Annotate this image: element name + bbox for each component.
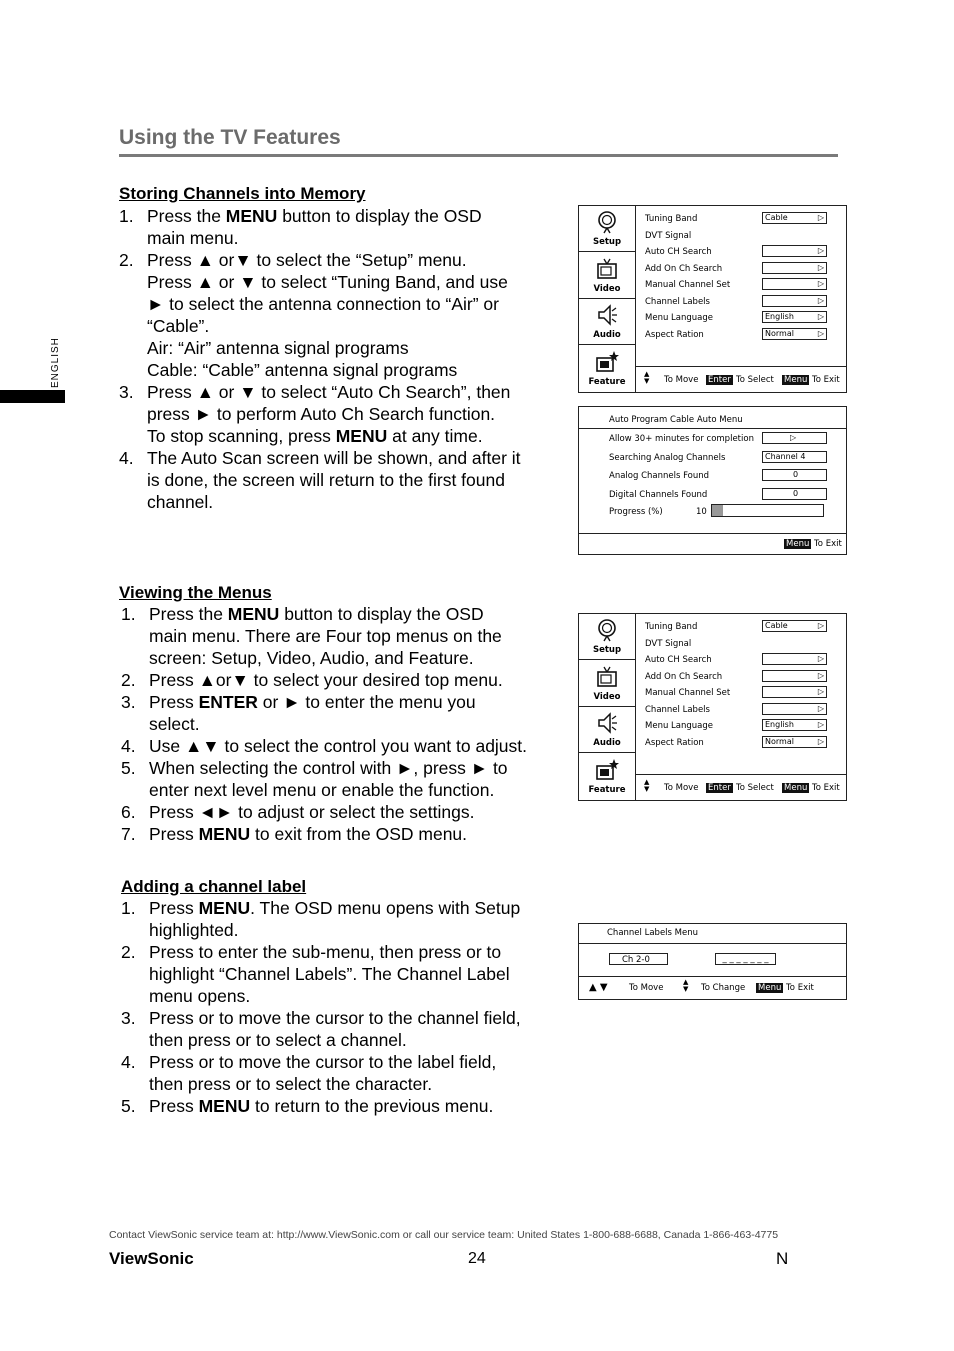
- step-text: [147, 448, 521, 512]
- osd-tab-setup[interactable]: [579, 206, 635, 252]
- step-item: [121, 1095, 571, 1117]
- step-text-part: Press ▲ or▼ to select the “Setup” menu. Press ▲ or ▼ to select “Tuning Band, and use ► to select the antenna connection to “Air” or “Cable”. Air: “Air” antenna signal programs Cable: “Cable” antenna signal programs: [147, 250, 508, 380]
- step-text-part: Use ▲▼ to select the control you want to adjust.: [149, 736, 528, 756]
- step-item: [121, 1051, 571, 1095]
- step-number: 4.: [119, 448, 134, 468]
- step-item: [121, 801, 571, 823]
- osd-row-label: Channel Labels: [645, 296, 710, 307]
- arrow-right-icon: ▷: [817, 328, 824, 338]
- progress-label: Progress (%): [609, 507, 663, 517]
- steps-viewing: [121, 603, 571, 845]
- section-heading-viewing: Viewing the Menus: [119, 583, 272, 602]
- step-number: 3.: [119, 382, 134, 402]
- step-text-part: Press or to move the cursor to the channel field, then press or to select a channel.: [149, 1008, 521, 1050]
- select-hint: To Select: [736, 783, 774, 793]
- osd-auto-row-label: Searching Analog Channels: [609, 452, 726, 463]
- step-number: 1.: [121, 898, 136, 918]
- step-number: 1.: [119, 206, 134, 226]
- step-text-part: Press: [149, 1096, 199, 1116]
- speaker-icon: [595, 303, 619, 327]
- step-number: 6.: [121, 802, 136, 822]
- step-text: [147, 250, 508, 380]
- osd-row-value[interactable]: [762, 262, 827, 274]
- step-text-part: or ► to enter the menu you select.: [149, 692, 476, 734]
- osd-row-value[interactable]: [762, 245, 827, 257]
- osd-auto-row-value: [762, 432, 827, 444]
- move-hint: To Move: [664, 375, 699, 385]
- move-hint: To Move: [664, 783, 699, 793]
- steps-storing: [119, 205, 569, 513]
- step-text-part: Press ◄► to adjust or select the settings.: [149, 802, 475, 822]
- step-number: 7.: [121, 824, 136, 844]
- osd-tab-label: Feature: [588, 784, 626, 795]
- language-label: ENGLISH: [50, 337, 61, 388]
- osd-row-label: Manual Channel Set: [645, 688, 731, 698]
- tv-star-icon: [595, 758, 619, 782]
- osd-tab-feature[interactable]: [579, 346, 635, 391]
- osd-row-value[interactable]: [762, 670, 827, 682]
- osd-value-text: English: [765, 720, 794, 729]
- page-number: 24: [468, 1250, 486, 1267]
- step-text: [149, 604, 502, 668]
- enter-key: Enter: [708, 375, 731, 385]
- step-text: [149, 1096, 493, 1116]
- osd-tab-column: [579, 206, 636, 392]
- exit-hint: To Exit: [786, 983, 814, 993]
- step-keyword: MENU: [335, 426, 388, 446]
- step-text-part: to return to the previous menu.: [250, 1096, 494, 1116]
- osd-divider: [579, 976, 846, 977]
- step-item: [121, 823, 571, 845]
- step-item: [119, 249, 569, 381]
- osd-tab-label: Audio: [593, 738, 621, 748]
- step-item: [119, 381, 569, 447]
- step-number: 2.: [121, 670, 136, 690]
- osd-channel-labels-menu: [578, 923, 847, 1000]
- arrow-right-icon: ▷: [817, 295, 824, 305]
- step-number: 4.: [121, 1052, 136, 1072]
- step-number: 5.: [121, 1096, 136, 1116]
- osd-row-label: Add On Ch Search: [645, 263, 723, 274]
- label-field[interactable]: _ _ _ _ _ _ _: [715, 953, 776, 965]
- osd-row-value[interactable]: [762, 719, 827, 731]
- step-text-part: Press: [149, 824, 199, 844]
- step-text: [149, 802, 474, 822]
- up-down-arrows-icon: ▲ ▼: [644, 778, 650, 793]
- step-keyword: MENU: [198, 824, 251, 844]
- satellite-dish-icon: [595, 618, 619, 642]
- osd-value-text: 0: [792, 470, 799, 479]
- osd-tab-video[interactable]: [579, 253, 635, 299]
- step-item: [121, 669, 571, 691]
- move-hint: To Move: [629, 983, 664, 993]
- menu-key: Menu: [784, 783, 808, 793]
- step-item: [121, 757, 571, 801]
- step-text-part: to exit from the OSD menu.: [250, 824, 468, 844]
- osd-row-value[interactable]: [762, 295, 827, 307]
- osd-row-value[interactable]: [762, 686, 827, 698]
- language-side-tab: [48, 332, 68, 392]
- step-keyword: MENU: [198, 898, 251, 918]
- osd-row-value[interactable]: [762, 328, 827, 340]
- osd-row-label: Aspect Ration: [645, 737, 704, 748]
- step-number: 5.: [121, 758, 136, 778]
- exit-hint: To Exit: [812, 783, 840, 793]
- arrow-right-icon: ▷: [790, 433, 797, 442]
- step-text-part: Press ▲or▼ to select your desired top menu.: [149, 670, 503, 690]
- exit-hint: To Exit: [812, 375, 840, 385]
- exit-hint: To Exit: [814, 539, 842, 549]
- osd-row-value[interactable]: [762, 620, 827, 632]
- step-text-part: Press: [149, 898, 199, 918]
- step-item: [121, 735, 571, 757]
- osd-tab-setup[interactable]: [579, 614, 635, 660]
- channel-field[interactable]: Ch 2-0: [609, 953, 668, 965]
- step-text: [147, 206, 482, 248]
- osd-tab-audio[interactable]: [579, 707, 635, 753]
- step-text: [149, 692, 476, 734]
- step-item: [121, 897, 571, 941]
- osd-auto-row-value: [762, 469, 827, 481]
- arrow-right-icon: ▷: [817, 703, 824, 713]
- step-number: 3.: [121, 692, 136, 712]
- osd-value-text: Normal: [765, 736, 794, 746]
- arrow-right-icon: ▷: [817, 262, 824, 272]
- step-keyword: MENU: [225, 206, 278, 226]
- osd-auto-program-menu: [578, 406, 847, 555]
- side-tab-bar: [0, 390, 65, 403]
- osd-auto-row-value: [762, 488, 827, 500]
- arrow-right-icon: ▷: [817, 621, 824, 630]
- osd-tab-label: Setup: [592, 237, 622, 247]
- step-keyword: MENU: [227, 604, 280, 624]
- arrow-right-icon: ▷: [817, 213, 824, 222]
- step-text-part: Press to enter the sub-menu, then press or to highlight “Channel Labels”. The Channel Label menu opens.: [149, 942, 510, 1006]
- step-text-part: Press or to move the cursor to the label field, then press or to select the character.: [149, 1052, 497, 1094]
- step-text-part: at any time.: [387, 426, 483, 446]
- step-item: [119, 447, 569, 513]
- title-rule: [119, 154, 838, 157]
- step-item: [121, 603, 571, 669]
- osd-divider: [579, 533, 846, 534]
- osd-tab-label: Setup: [592, 645, 622, 655]
- page-letter: N: [776, 1249, 789, 1268]
- osd-row-label: DVT Signal: [645, 230, 692, 241]
- osd-row-label: Tuning Band: [645, 214, 698, 224]
- step-keyword: ENTER: [198, 692, 258, 712]
- step-text: [149, 898, 520, 940]
- arrow-right-icon: ▷: [817, 670, 824, 680]
- osd-labels-title: Channel Labels Menu: [607, 928, 698, 938]
- select-hint: To Select: [736, 375, 774, 385]
- osd-row-label: Auto CH Search: [645, 655, 712, 665]
- step-text: [149, 942, 510, 1006]
- step-text-part: button to display the OSD main menu. There are Four top menus on the screen: Setup, Video, Audio, and Feature.: [149, 604, 502, 668]
- osd-row-label: Channel Labels: [645, 704, 710, 715]
- step-text: [149, 1052, 496, 1094]
- satellite-dish-icon: [595, 210, 619, 234]
- menu-key: Menu: [786, 539, 810, 549]
- step-number: 2.: [119, 250, 134, 270]
- step-number: 4.: [121, 736, 136, 756]
- step-item: [121, 941, 571, 1007]
- osd-tab-label: Audio: [593, 330, 621, 340]
- step-text-part: Press: [149, 692, 199, 712]
- steps-label: [121, 897, 571, 1117]
- osd-value-text: English: [765, 312, 794, 321]
- up-down-arrows-icon: ▲ ▼: [644, 370, 650, 385]
- osd-setup-menu: [578, 613, 847, 801]
- osd-tab-feature[interactable]: [579, 754, 635, 799]
- step-number: 3.: [121, 1008, 136, 1028]
- osd-value-text: Cable: [765, 621, 788, 630]
- osd-tab-label: Video: [593, 691, 621, 702]
- step-item: [119, 205, 569, 249]
- up-down-arrows-icon: ▲ ▼: [589, 982, 608, 993]
- tv-icon: [595, 257, 619, 281]
- osd-auto-row-label: Digital Channels Found: [609, 489, 708, 500]
- osd-value-text: Cable: [765, 213, 788, 222]
- page-title: Using the TV Features: [119, 126, 341, 149]
- step-text: [149, 736, 527, 756]
- change-hint: To Change: [701, 983, 746, 993]
- step-text: [149, 824, 467, 844]
- osd-value-text: 0: [792, 488, 799, 498]
- tv-icon: [595, 665, 619, 689]
- osd-row-label: Menu Language: [645, 313, 713, 323]
- up-down-small-icon: ▲ ▼: [683, 978, 689, 993]
- osd-row-label: Tuning Band: [645, 622, 698, 632]
- osd-row-value[interactable]: [762, 653, 827, 665]
- step-text-part: The Auto Scan screen will be shown, and after it is done, the screen will return to the first found channel.: [147, 448, 521, 512]
- osd-auto-title: Auto Program Cable Auto Menu: [609, 415, 743, 425]
- menu-key: Menu: [758, 983, 782, 993]
- osd-auto-row-value: [762, 451, 827, 463]
- osd-tab-audio[interactable]: [579, 299, 635, 345]
- progress-bar: [711, 504, 824, 517]
- arrow-right-icon: ▷: [817, 687, 824, 696]
- arrow-right-icon: ▷: [817, 312, 824, 321]
- osd-row-label: Add On Ch Search: [645, 671, 723, 682]
- section-heading-storing: Storing Channels into Memory: [119, 184, 366, 203]
- step-text-part: When selecting the control with ►, press ► to enter next level menu or enable the function.: [149, 758, 508, 800]
- osd-tab-video[interactable]: [579, 661, 635, 707]
- step-text-part: Press ▲ or ▼ to select “Auto Ch Search”, then press ► to perform Auto Ch Search function. To stop scanning, press: [147, 382, 511, 446]
- osd-row-label: Menu Language: [645, 721, 713, 731]
- osd-value-text: Normal: [765, 328, 794, 338]
- enter-key: Enter: [708, 783, 731, 793]
- step-text-part: button to display the OSD main menu.: [147, 206, 482, 248]
- osd-row-value[interactable]: [762, 703, 827, 715]
- step-item: [121, 691, 571, 735]
- step-text: [149, 1008, 521, 1050]
- step-keyword: MENU: [198, 1096, 251, 1116]
- osd-row-value[interactable]: [762, 278, 827, 290]
- arrow-right-icon: ▷: [817, 720, 824, 729]
- step-text: [147, 382, 510, 446]
- osd-tab-label: Feature: [588, 376, 626, 387]
- osd-row-value[interactable]: [762, 311, 827, 323]
- arrow-right-icon: ▷: [817, 736, 824, 746]
- osd-divider: [579, 428, 846, 429]
- speaker-icon: [595, 711, 619, 735]
- osd-row-value[interactable]: [762, 212, 827, 224]
- osd-divider: [579, 943, 846, 944]
- step-item: [121, 1007, 571, 1051]
- brand-name: ViewSonic: [109, 1249, 194, 1268]
- osd-row-value[interactable]: [762, 736, 827, 748]
- step-text-part: . The OSD menu opens with Setup highlighted.: [149, 898, 521, 940]
- osd-tab-column: [579, 614, 636, 800]
- osd-auto-row-label: Allow 30+ minutes for completion: [609, 434, 754, 444]
- tv-star-icon: [595, 350, 619, 374]
- osd-footer: [636, 774, 846, 800]
- osd-tab-label: Video: [593, 283, 621, 294]
- osd-footer: [636, 366, 846, 392]
- osd-value-text: Channel 4: [765, 451, 806, 461]
- step-text-part: Press the: [149, 604, 228, 624]
- step-text: [149, 670, 503, 690]
- step-number: 1.: [121, 604, 136, 624]
- arrow-right-icon: ▷: [817, 246, 824, 255]
- osd-row-label: Manual Channel Set: [645, 280, 731, 290]
- arrow-right-icon: ▷: [817, 654, 824, 663]
- step-text-part: Press the: [147, 206, 226, 226]
- progress-value: 10: [696, 507, 707, 517]
- osd-auto-row-label: Analog Channels Found: [609, 471, 710, 481]
- step-text: [149, 758, 508, 800]
- osd-row-label: DVT Signal: [645, 638, 692, 649]
- menu-key: Menu: [784, 375, 808, 385]
- osd-setup-menu: [578, 205, 847, 393]
- progress-fill: [712, 505, 723, 516]
- step-number: 2.: [121, 942, 136, 962]
- osd-row-label: Auto CH Search: [645, 247, 712, 257]
- arrow-right-icon: ▷: [817, 279, 824, 288]
- contact-line: Contact ViewSonic service team at: http://www.ViewSonic.com or call our service team: United States 1-800-688-6688, Canada 1-866-463-4775: [109, 1229, 779, 1241]
- osd-row-label: Aspect Ration: [645, 329, 704, 340]
- section-heading-label: Adding a channel label: [121, 877, 307, 896]
